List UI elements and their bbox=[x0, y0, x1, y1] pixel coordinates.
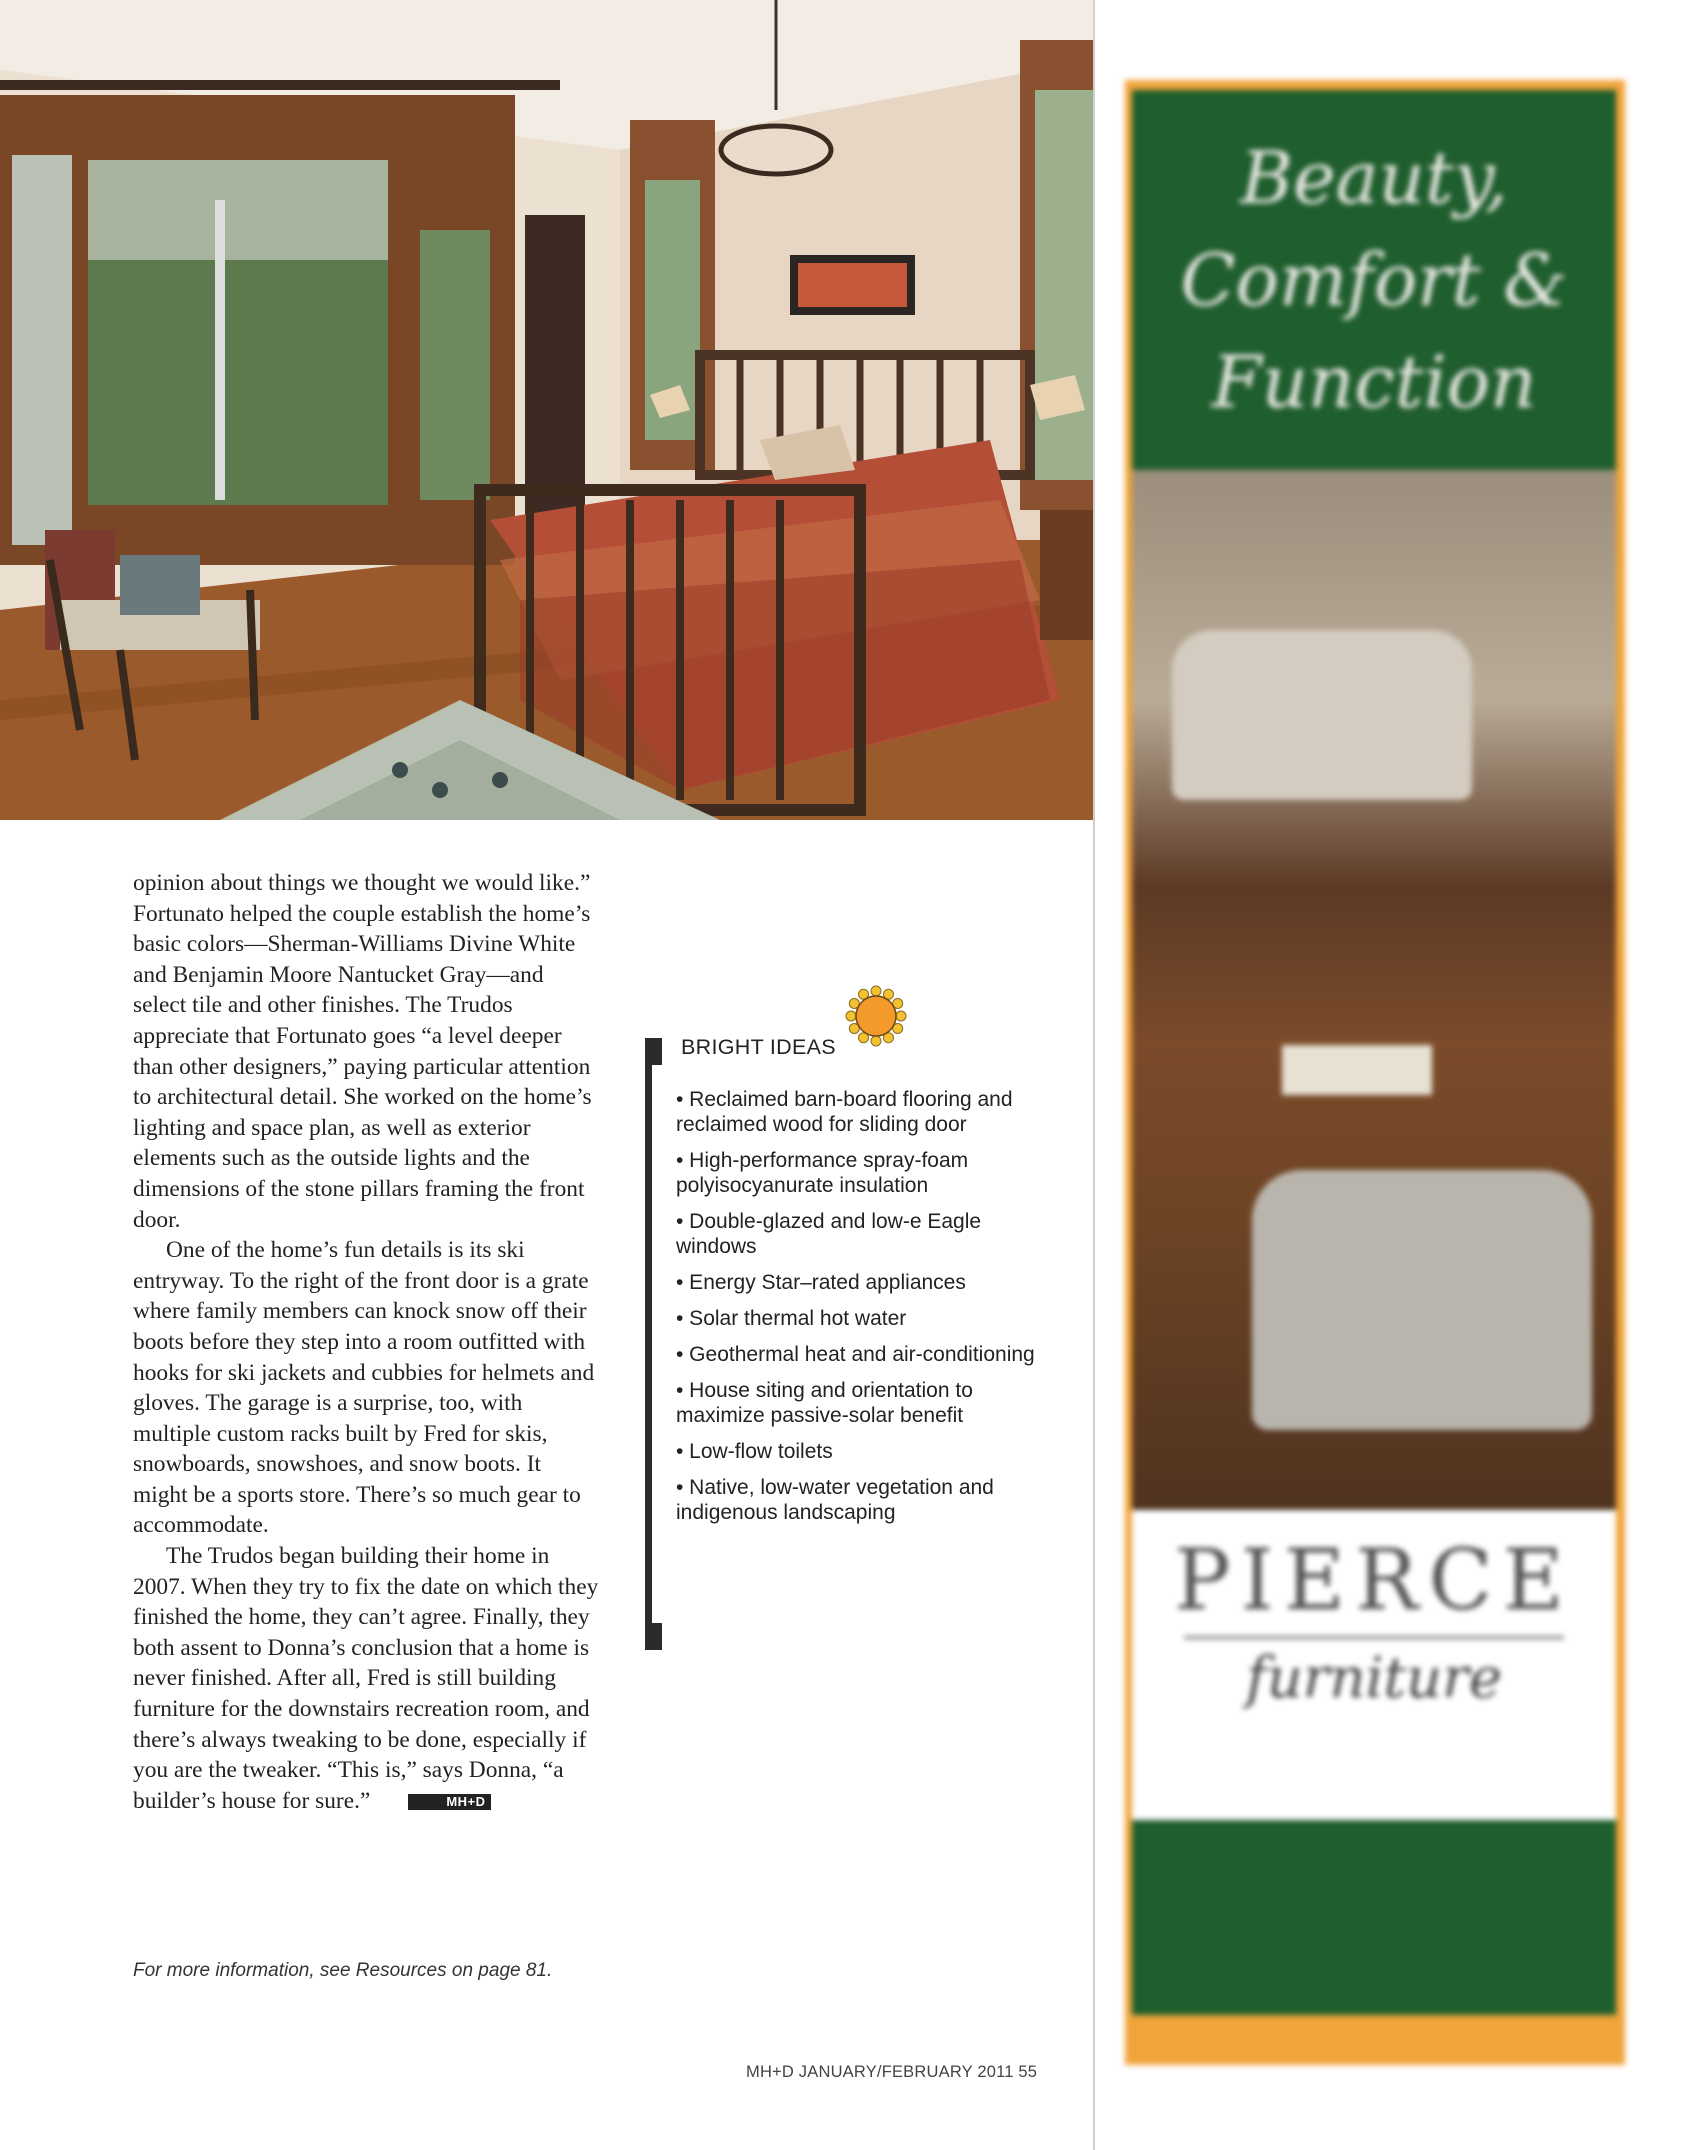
ad-brand-sub: furniture bbox=[1245, 1646, 1503, 1711]
list-item: • Reclaimed barn-board flooring and reclaimed wood for sliding door bbox=[676, 1088, 1013, 1136]
ad-headline-panel bbox=[1132, 90, 1616, 470]
ad-photo bbox=[1132, 470, 1616, 1510]
ad-contact-panel bbox=[1132, 1820, 1616, 2015]
resources-note: For more information, see Resources on page 81. bbox=[133, 1960, 553, 1981]
sunflower-icon bbox=[845, 985, 907, 1047]
ad-brand-panel bbox=[1132, 1510, 1616, 1820]
list-item: • Native, low-water vegetation and indigenous landscaping bbox=[676, 1476, 994, 1524]
list-item: • Energy Star–rated appliances bbox=[676, 1271, 966, 1294]
article-body bbox=[133, 868, 600, 1816]
pierce-furniture-ad bbox=[1125, 80, 1625, 2065]
page-folio: MH+D JANUARY/FEBRUARY 2011 55 bbox=[746, 2063, 1038, 2081]
list-item: • Low-flow toilets bbox=[676, 1440, 833, 1463]
article-paragraph: One of the home’s fun details is its ski entryway. To the right of the front door is a grate where family members can knock snow off their boots before they step into a room outfitted with hooks for ski jackets and cubbies for helmets and gloves. The garage is a surprise, too, with multiple custom racks built by Fred for skis, snowboards, snowshoes, and snow boots. It might be a sports store. There’s so much gear to accommodate. bbox=[133, 1237, 595, 1539]
article-paragraph: opinion about things we thought we would like.” Fortunato helped the couple establish the home’s basic colors—Sherman-Williams Divine White and Benjamin Moore Nantucket Gray—and select tile and other finishes. The Trudos appreciate that Fortunato goes “a level deeper than other designers,” paying particular attention to architectural detail. She worked on the home’s lighting and space plan, as well as exterior elements such as the outside lights and the dimensions of the stone pillars framing the front door. bbox=[133, 870, 592, 1233]
ad-headline: Beauty, Comfort & Function bbox=[1180, 136, 1568, 424]
bedroom-photo bbox=[0, 0, 1093, 820]
list-item: • Double-glazed and low-e Eagle windows bbox=[676, 1210, 982, 1258]
ad-url bbox=[1132, 2017, 1616, 2057]
article-paragraph-text: The Trudos began building their home in 2007. When they try to fix the date on which they finished the home, they can’t agree. Finally, they both assent to Donna’s conclusion that a home is never finished. After all, Fred is still building furniture for the downstairs recreation room, and there’s always tweaking to be done, especially if you are the tweaker. “This is,” says Donna, “a builder’s house for sure.” bbox=[133, 1543, 599, 1814]
sidebar-title: BRIGHT IDEAS bbox=[681, 1035, 836, 1059]
list-item: • Geothermal heat and air-conditioning bbox=[676, 1343, 1035, 1366]
list-item: • House siting and orientation to maximize passive-solar benefit bbox=[676, 1379, 973, 1427]
article-paragraph bbox=[133, 1541, 600, 1816]
ad-brand-name: PIERCE bbox=[1174, 1531, 1574, 1629]
column-divider bbox=[1093, 0, 1095, 2150]
list-item: • Solar thermal hot water bbox=[676, 1307, 907, 1330]
list-item: • High-performance spray-foam polyisocyanurate insulation bbox=[676, 1149, 969, 1197]
end-mark: MH+D bbox=[408, 1794, 490, 1810]
bright-ideas-list bbox=[676, 1087, 1046, 1536]
